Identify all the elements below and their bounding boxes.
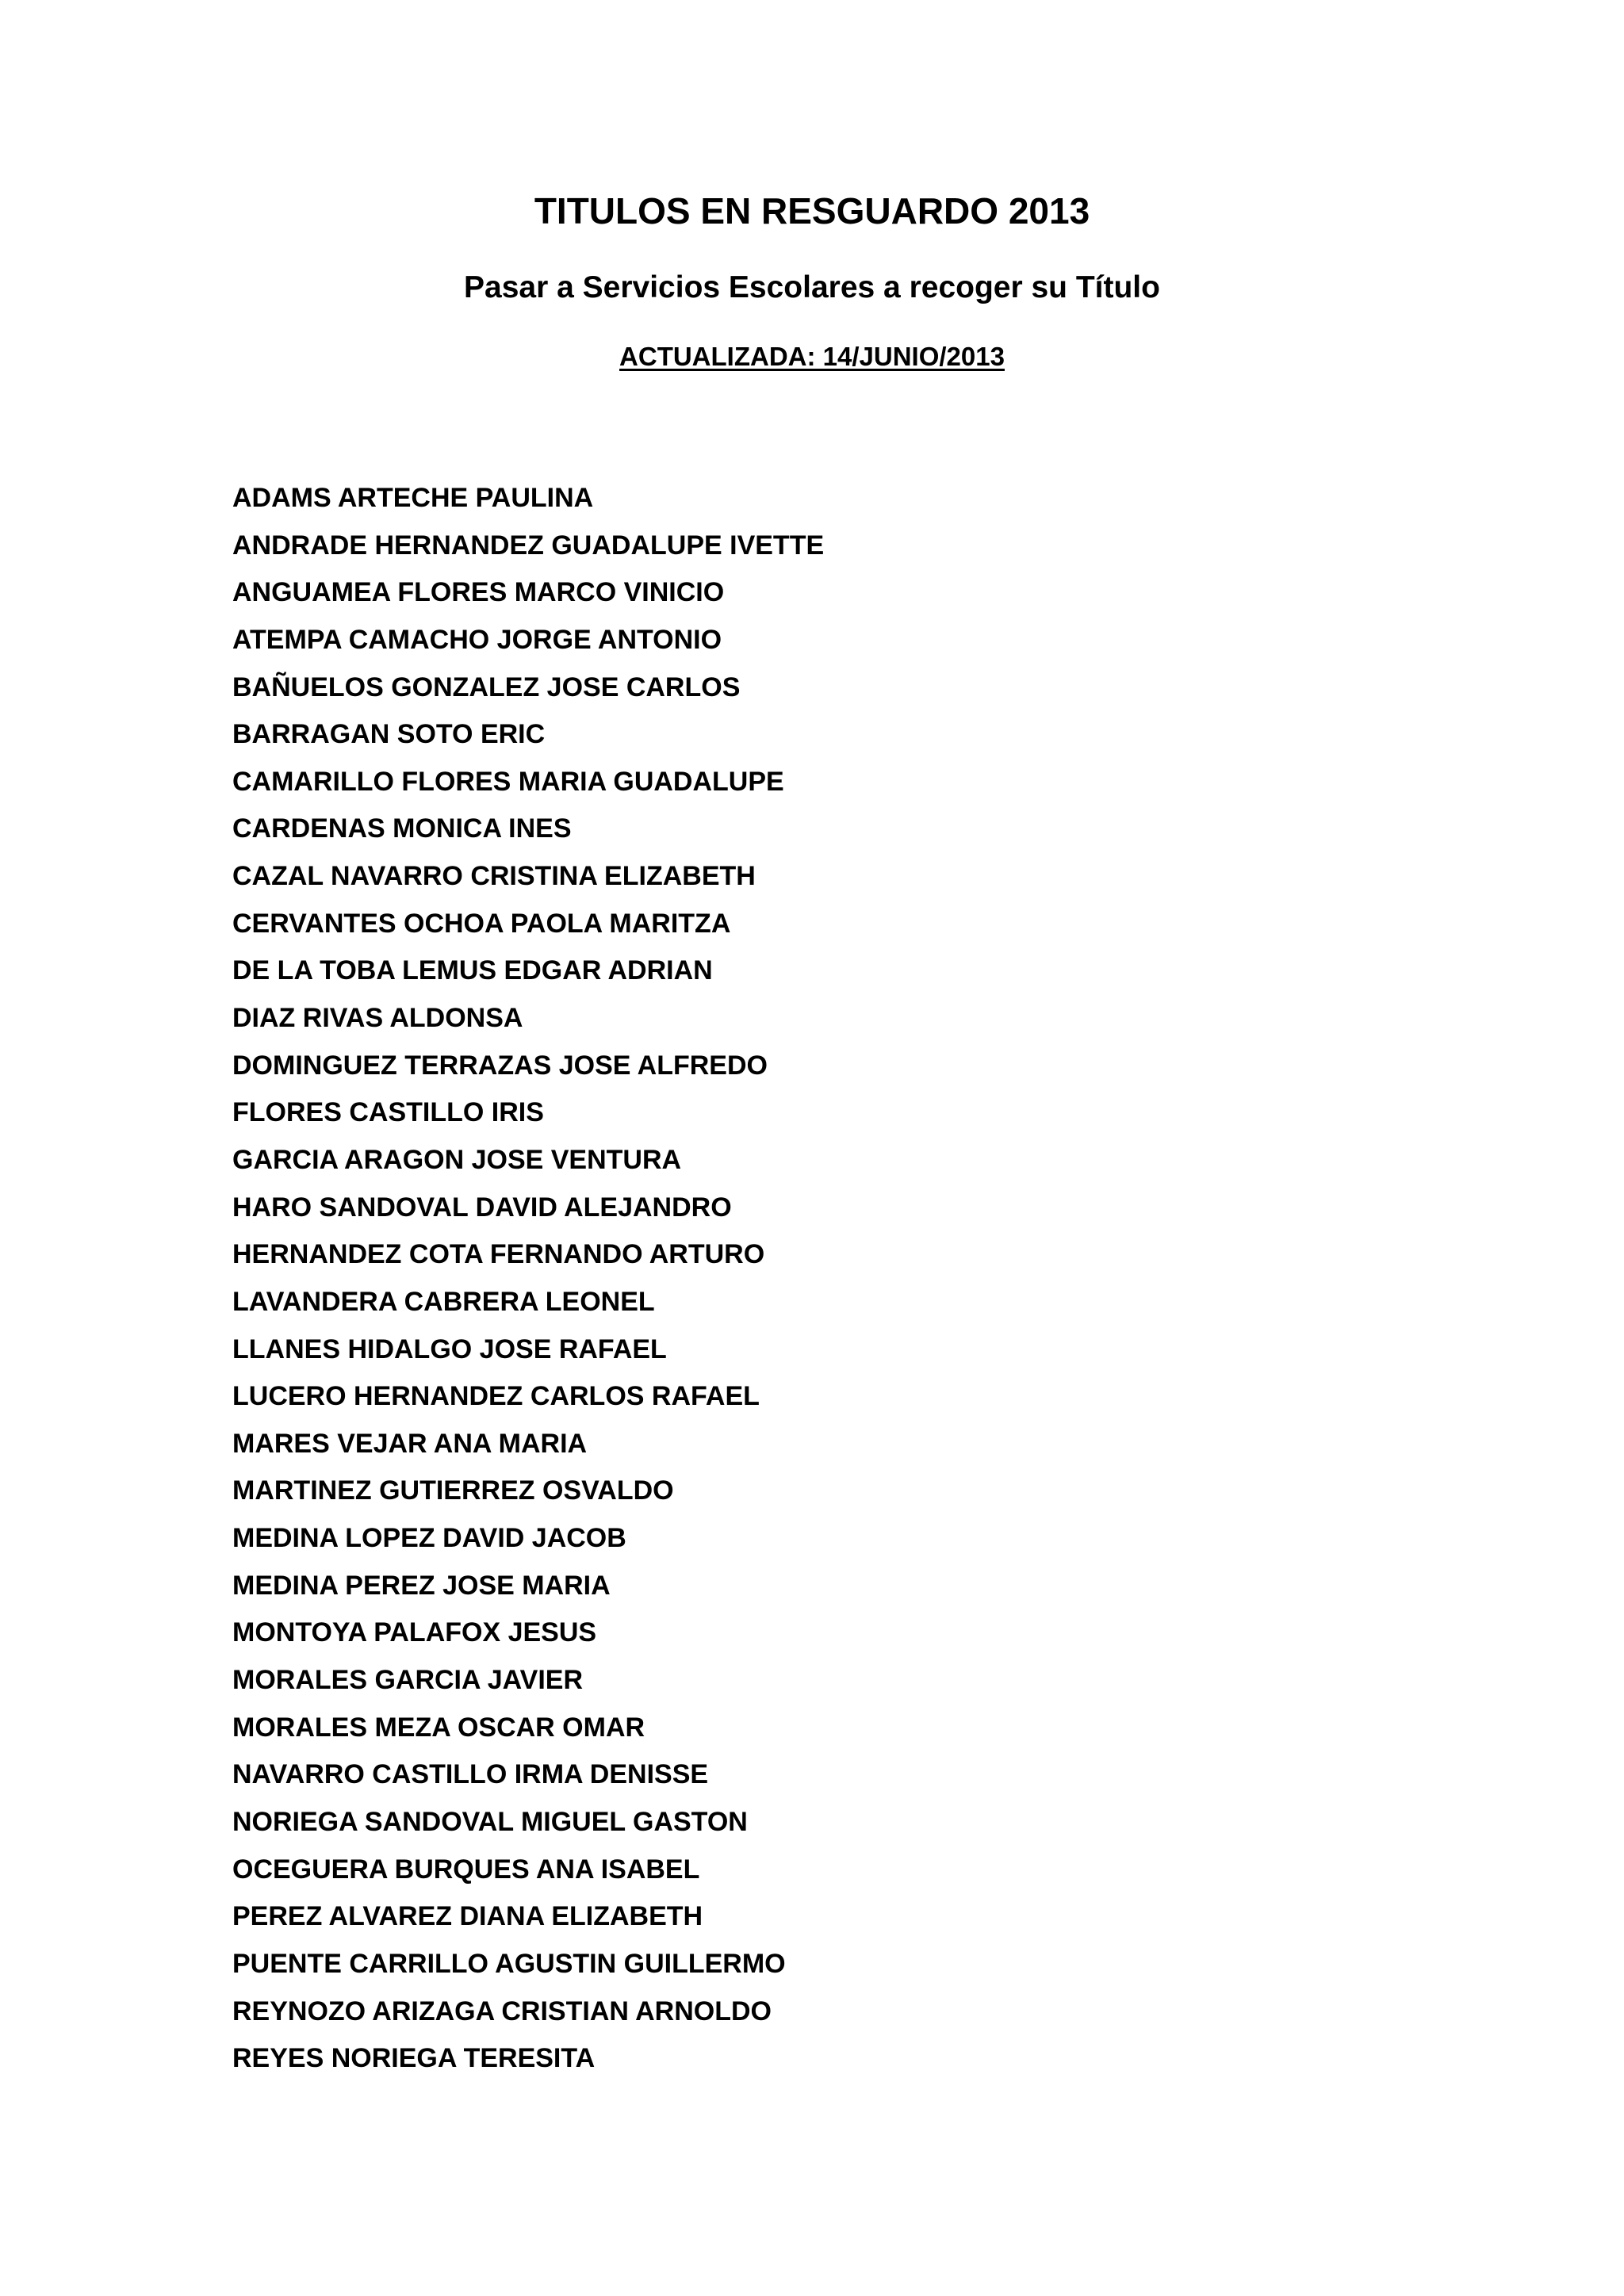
list-item: HERNANDEZ COTA FERNANDO ARTURO [232,1239,765,1270]
list-item: BARRAGAN SOTO ERIC [232,719,546,750]
list-item: DOMINGUEZ TERRAZAS JOSE ALFREDO [232,1050,768,1081]
list-item: NORIEGA SANDOVAL MIGUEL GASTON [232,1806,748,1837]
list-item: DE LA TOBA LEMUS EDGAR ADRIAN [232,955,713,986]
list-item: FLORES CASTILLO IRIS [232,1097,544,1128]
list-item: GARCIA ARAGON JOSE VENTURA [232,1144,682,1175]
list-item: LUCERO HERNANDEZ CARLOS RAFAEL [232,1381,760,1412]
list-item: CARDENAS MONICA INES [232,813,572,844]
list-item: PEREZ ALVAREZ DIANA ELIZABETH [232,1901,703,1932]
list-item: HARO SANDOVAL DAVID ALEJANDRO [232,1192,732,1223]
list-item: REYES NORIEGA TERESITA [232,2043,596,2074]
list-item: MEDINA LOPEZ DAVID JACOB [232,1523,626,1554]
list-item: LAVANDERA CABRERA LEONEL [232,1286,655,1317]
list-item: MEDINA PEREZ JOSE MARIA [232,1570,611,1601]
list-item: NAVARRO CASTILLO IRMA DENISSE [232,1759,709,1790]
update-date-text: ACTUALIZADA: 14/JUNIO/2013 [619,342,1005,371]
names-list [232,482,824,2090]
list-item: CAZAL NAVARRO CRISTINA ELIZABETH [232,861,756,892]
document-subtitle: Pasar a Servicios Escolares a recoger su Título [464,270,1160,304]
list-item: ANGUAMEA FLORES MARCO VINICIO [232,577,725,608]
document-title: TITULOS EN RESGUARDO 2013 [534,190,1090,232]
list-item: MARES VEJAR ANA MARIA [232,1428,588,1459]
list-item: MARTINEZ GUTIERREZ OSVALDO [232,1475,674,1506]
list-item: MORALES GARCIA JAVIER [232,1665,584,1696]
list-item: MONTOYA PALAFOX JESUS [232,1617,597,1648]
list-item: ATEMPA CAMACHO JORGE ANTONIO [232,624,722,655]
list-item: DIAZ RIVAS ALDONSA [232,1003,523,1034]
list-item: BAÑUELOS GONZALEZ JOSE CARLOS [232,672,741,702]
list-item: CERVANTES OCHOA PAOLA MARITZA [232,908,731,939]
list-item: ANDRADE HERNANDEZ GUADALUPE IVETTE [232,530,825,561]
list-item: CAMARILLO FLORES MARIA GUADALUPE [232,766,784,797]
list-item: MORALES MEZA OSCAR OMAR [232,1712,645,1743]
list-item: OCEGUERA BURQUES ANA ISABEL [232,1854,700,1885]
list-item: PUENTE CARRILLO AGUSTIN GUILLERMO [232,1948,786,1979]
list-item: LLANES HIDALGO JOSE RAFAEL [232,1334,667,1364]
list-item: ADAMS ARTECHE PAULINA [232,483,594,513]
list-item: REYNOZO ARIZAGA CRISTIAN ARNOLDO [232,1996,772,2026]
update-date [0,341,1624,373]
